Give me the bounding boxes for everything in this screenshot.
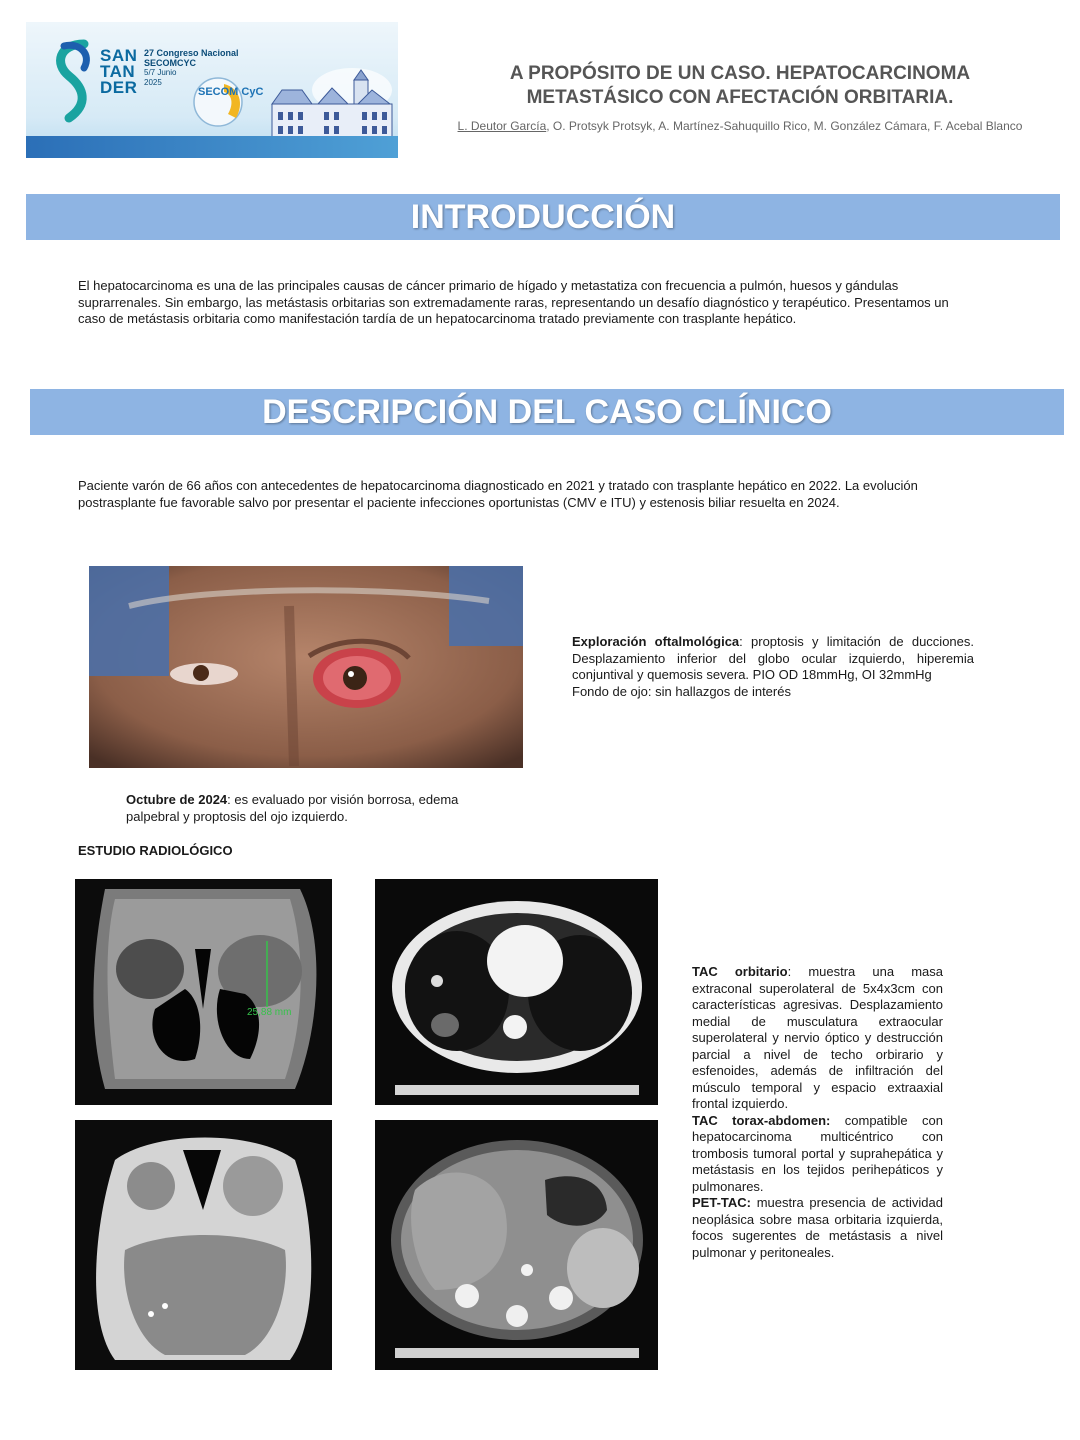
finding-thorax-ct (692, 1113, 943, 1196)
ct-thorax-image (375, 879, 658, 1105)
caption-date: Octubre de 2024 (126, 792, 228, 807)
logo-word-line: DER (100, 78, 138, 97)
banner-bar (26, 136, 398, 158)
caption-text: : es evaluado por visión borrosa, edema palpebral y proptosis del ojo izquierdo. (126, 792, 459, 824)
fundus-text: Fondo de ojo: sin hallazgos de interés (572, 683, 791, 699)
other-authors: , O. Protsyk Protsyk, A. Martínez-Sahuquillo Rico, M. González Cámara, F. Acebal Blanco (546, 119, 1023, 133)
ct-abdomen-image (375, 1120, 658, 1370)
congress-logo-icon (44, 34, 104, 130)
section-header-case: DESCRIPCIÓN DEL CASO CLÍNICO (30, 389, 1064, 435)
congress-banner (26, 22, 398, 158)
imaging-findings (692, 964, 943, 1261)
author-list (420, 119, 1060, 133)
congress-society: SECOMCYC (144, 58, 197, 68)
secom-seal-icon (188, 74, 256, 130)
ct-axial-brain-orbit-image (75, 1120, 332, 1370)
congress-name: 27 Congreso Nacional (144, 48, 239, 58)
congress-dates: 5/7 Junio (144, 68, 177, 77)
poster-title: A PROPÓSITO DE UN CASO. HEPATOCARCINOMA METASTÁSICO CON AFECTACIÓN ORBITARIA. (509, 63, 971, 108)
finding-orbit-ct (692, 964, 943, 1113)
logo-word-line: TAN (100, 62, 136, 81)
logo-word-line: SAN (100, 46, 138, 65)
finding-text: : muestra una masa extraconal superolateral de 5x4x3cm con características agresivas. Desplazamiento medial de musculatura extraocular superolateral y nervio óptico y destrucción parcial a nivel de techo orbirario y esfenoides, además de infiltración del músculo temporal y espacio extraaxial frontal izquierdo. (692, 964, 943, 1111)
finding-label: TAC torax-abdomen: (692, 1112, 831, 1128)
introduction-text: El hepatocarcinoma es una de las principales causas de cáncer primario de hígado y metastatiza con frecuencia a pulmón, huesos y gándulas suprarrenales. Sin embargo, las metástasis orbitarias son extremadamente raras, representando un desafío diagnóstico y terapéutico. Presentamos un caso de metástasis orbitaria como manifestación tardía de un hepatocarcinoma tratado previamente con trasplante hepático. (78, 278, 949, 326)
finding-pet-ct (692, 1195, 943, 1261)
patient-eye-photo (89, 566, 523, 768)
finding-label: PET-TAC: (692, 1195, 751, 1210)
scan-measurement: 25,88 mm (247, 1007, 292, 1018)
logo-wordmark (100, 48, 137, 96)
finding-label: TAC orbitario (692, 964, 788, 979)
congress-year: 2025 (144, 78, 162, 87)
ct-coronal-orbit-image (75, 879, 332, 1105)
section-header-introduction: INTRODUCCIÓN (26, 194, 1060, 240)
first-author: L. Deutor García (457, 119, 547, 133)
exam-text: : proptosis y limitación de ducciones. Desplazamiento inferior del globo ocular izquierdo, hiperemia conjuntival y quemosis severa. PIO OD 18mmHg, OI 32mmHg (572, 634, 974, 682)
finding-text: compatible con hepatocarcinoma multicéntrico con trombosis tumoral portal y suprahepática y metástasis en los tejidos perihepáticos y pulmonares. (692, 1112, 943, 1194)
exam-label: Exploración oftalmológica (572, 634, 740, 649)
ophthalmic-exam (572, 634, 974, 700)
finding-text: muestra presencia de actividad neoplásica sobre masa orbitaria izquierda, focos sugerentes de metástasis a nivel pulmonar y peritoneales. (692, 1195, 943, 1260)
photo-caption (126, 792, 496, 825)
case-text: Paciente varón de 66 años con antecedentes de hepatocarcinoma diagnosticado en 2021 y tratado con trasplante hepático en 2022. La evolución postrasplante fue favorable salvo por presentar el paciente infecciones oportunistas (CMV e ITU) y estenosis biliar resuelta en 2024. (78, 478, 918, 510)
secom-label: SECOM CyC (198, 86, 264, 98)
radiology-heading: ESTUDIO RADIOLÓGICO (78, 843, 233, 858)
